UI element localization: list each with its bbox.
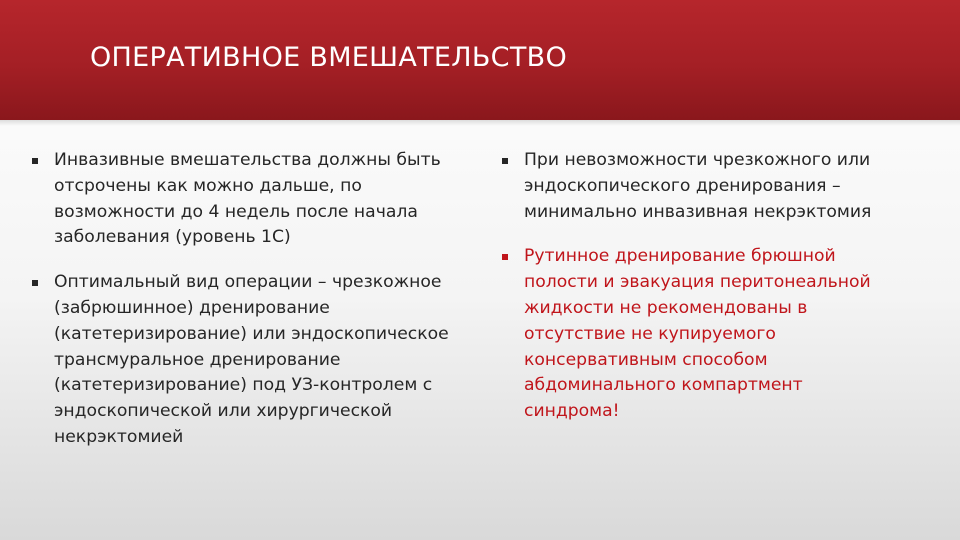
- list-item: [30, 270, 450, 451]
- square-bullet-icon: [32, 280, 38, 286]
- slide-header: [0, 0, 960, 120]
- list-item: [30, 148, 450, 251]
- square-bullet-icon: [32, 158, 38, 164]
- square-bullet-icon: [502, 158, 508, 164]
- square-bullet-icon: [502, 254, 508, 260]
- list-item-text: Оптимальный вид операции – чрезкожное (забрюшинное) дренирование (катетеризирование) или эндоскопическое трансмуральное дренирование (катетеризирование) под УЗ-контролем с эндоскопической или хирургической некрэктомией: [54, 272, 449, 447]
- list-item-text: При невозможности чрезкожного или эндоскопического дренирования – минимально инвазивная некрэктомия: [524, 150, 872, 222]
- header-shadow: [0, 120, 960, 126]
- list-item-highlighted: [500, 244, 900, 425]
- left-column: [30, 148, 450, 470]
- slide-title: ОПЕРАТИВНОЕ ВМЕШАТЕЛЬСТВО: [90, 42, 567, 73]
- list-item-text: Рутинное дренирование брюшной полости и эвакуация перитонеальной жидкости не рекомендованы в отсутствие не купируемого консервативным способом абдоминального компартмент синдрома!: [524, 246, 871, 422]
- list-item: [500, 148, 900, 225]
- right-column: [500, 148, 900, 444]
- list-item-text: Инвазивные вмешательства должны быть отсрочены как можно дальше, по возможности до 4 недель после начала заболевания (уровень 1С): [54, 150, 441, 248]
